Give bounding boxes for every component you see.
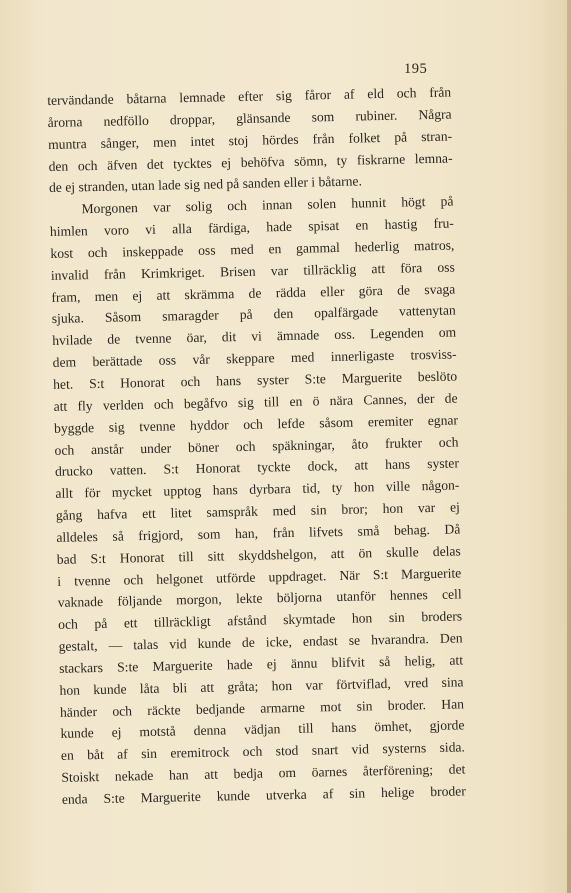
text-line: gång hafva ett litet samspråk med sin bror; hon var ej: [55, 499, 460, 523]
text-line: en båt af sin eremitrock och stod snart vid systerns sida.: [60, 739, 466, 764]
text-line: i tvenne och helgonet utförde uppdraget. När S:t Marguerite: [57, 564, 462, 589]
text-line: gestalt, — talas vid kunde de icke, endast se hvarandra. Den: [58, 630, 463, 654]
text-line: den och äfven det tycktes ej behöfva sömn, ty fiskrarne lemna-: [48, 150, 453, 174]
page-number: 195: [404, 61, 428, 77]
text-line: byggde sig tvenne hyddor och lefde såsom eremiter egnar: [53, 412, 459, 436]
text-line: stackars S:te Marguerite hade ej ännu blifvit så helig, att: [58, 652, 464, 676]
text-line: muntra sånger, men intet stoj hördes från folket på stran-: [47, 128, 453, 152]
text-line: het. S:t Honorat och hans syster S:te Marguerite beslöto: [53, 368, 458, 392]
text-line: de ej stranden, utan lade sig ned på sanden eller i båtarne.: [48, 173, 363, 196]
text-line: tervändande båtarna lemnade efter sig fåror af eld och från: [47, 84, 452, 108]
text-line: hvilade de tvenne öar, dit vi ämnade oss. Legenden om: [52, 324, 457, 349]
text-line: drucko vatten. S:t Honorat tyckte dock, att hans syster: [54, 455, 460, 480]
text-line: och på ett tillräckligt afstånd skymtade hon sin broders: [58, 608, 463, 633]
text-line: hon kunde låta bli att gråta; hon var förtviflad, vred sina: [59, 674, 464, 698]
text-line: himlen voro vi alla färdiga, hade spisat en hastig fru-: [49, 215, 455, 240]
page-edge: [567, 0, 571, 893]
text-line: och anstår under böner och späkningar, åto frukter och: [54, 433, 459, 458]
text-line: sjuka. Såsom smaragder på den opalfärgade vattenytan: [51, 302, 456, 327]
text-line: händer och räckte bedjande armarne mot sin broder. Han: [59, 696, 465, 720]
text-line: Morgonen var solig och innan solen hunnit högt på: [81, 193, 454, 217]
text-line: dem berättade oss vår skeppare med innerligaste trosviss-: [52, 346, 457, 371]
text-line: invalid från Krimkriget. Brisen var tillräcklig att föra oss: [50, 259, 455, 283]
text-line: bad S:t Honorat till sitt skyddshelgon, att ön skulle delas: [56, 543, 461, 567]
text-line: kost och inskeppade oss med en gammal hederlig matros,: [50, 237, 455, 261]
text-line: alldeles så frigjord, som han, från lifvets små behag. Då: [56, 521, 461, 545]
text-line: att fly verlden och begåfvo sig till en ö nära Cannes, der de: [53, 390, 458, 414]
text-line: allt för mycket upptog hans dyrbara tid, ty hon ville någon-: [55, 477, 460, 502]
text-line: fram, men ej att skrämma de rädda eller göra de svaga: [51, 281, 456, 305]
text-line: vaknade följande morgon, lekte böljorna utanför hennes cell: [57, 586, 462, 611]
text-line: årorna nedföllo droppar, glänsande som rubiner. Några: [47, 106, 452, 130]
body-text: [47, 82, 466, 811]
text-line: kunde ej motstå denna vädjan till hans ömhet, gjorde: [60, 717, 465, 742]
text-line: Stoiskt nekade han att bedja om öarnes återförening; det: [61, 761, 466, 786]
text-line: enda S:te Marguerite kunde utverka af sin helige broder: [61, 783, 466, 807]
